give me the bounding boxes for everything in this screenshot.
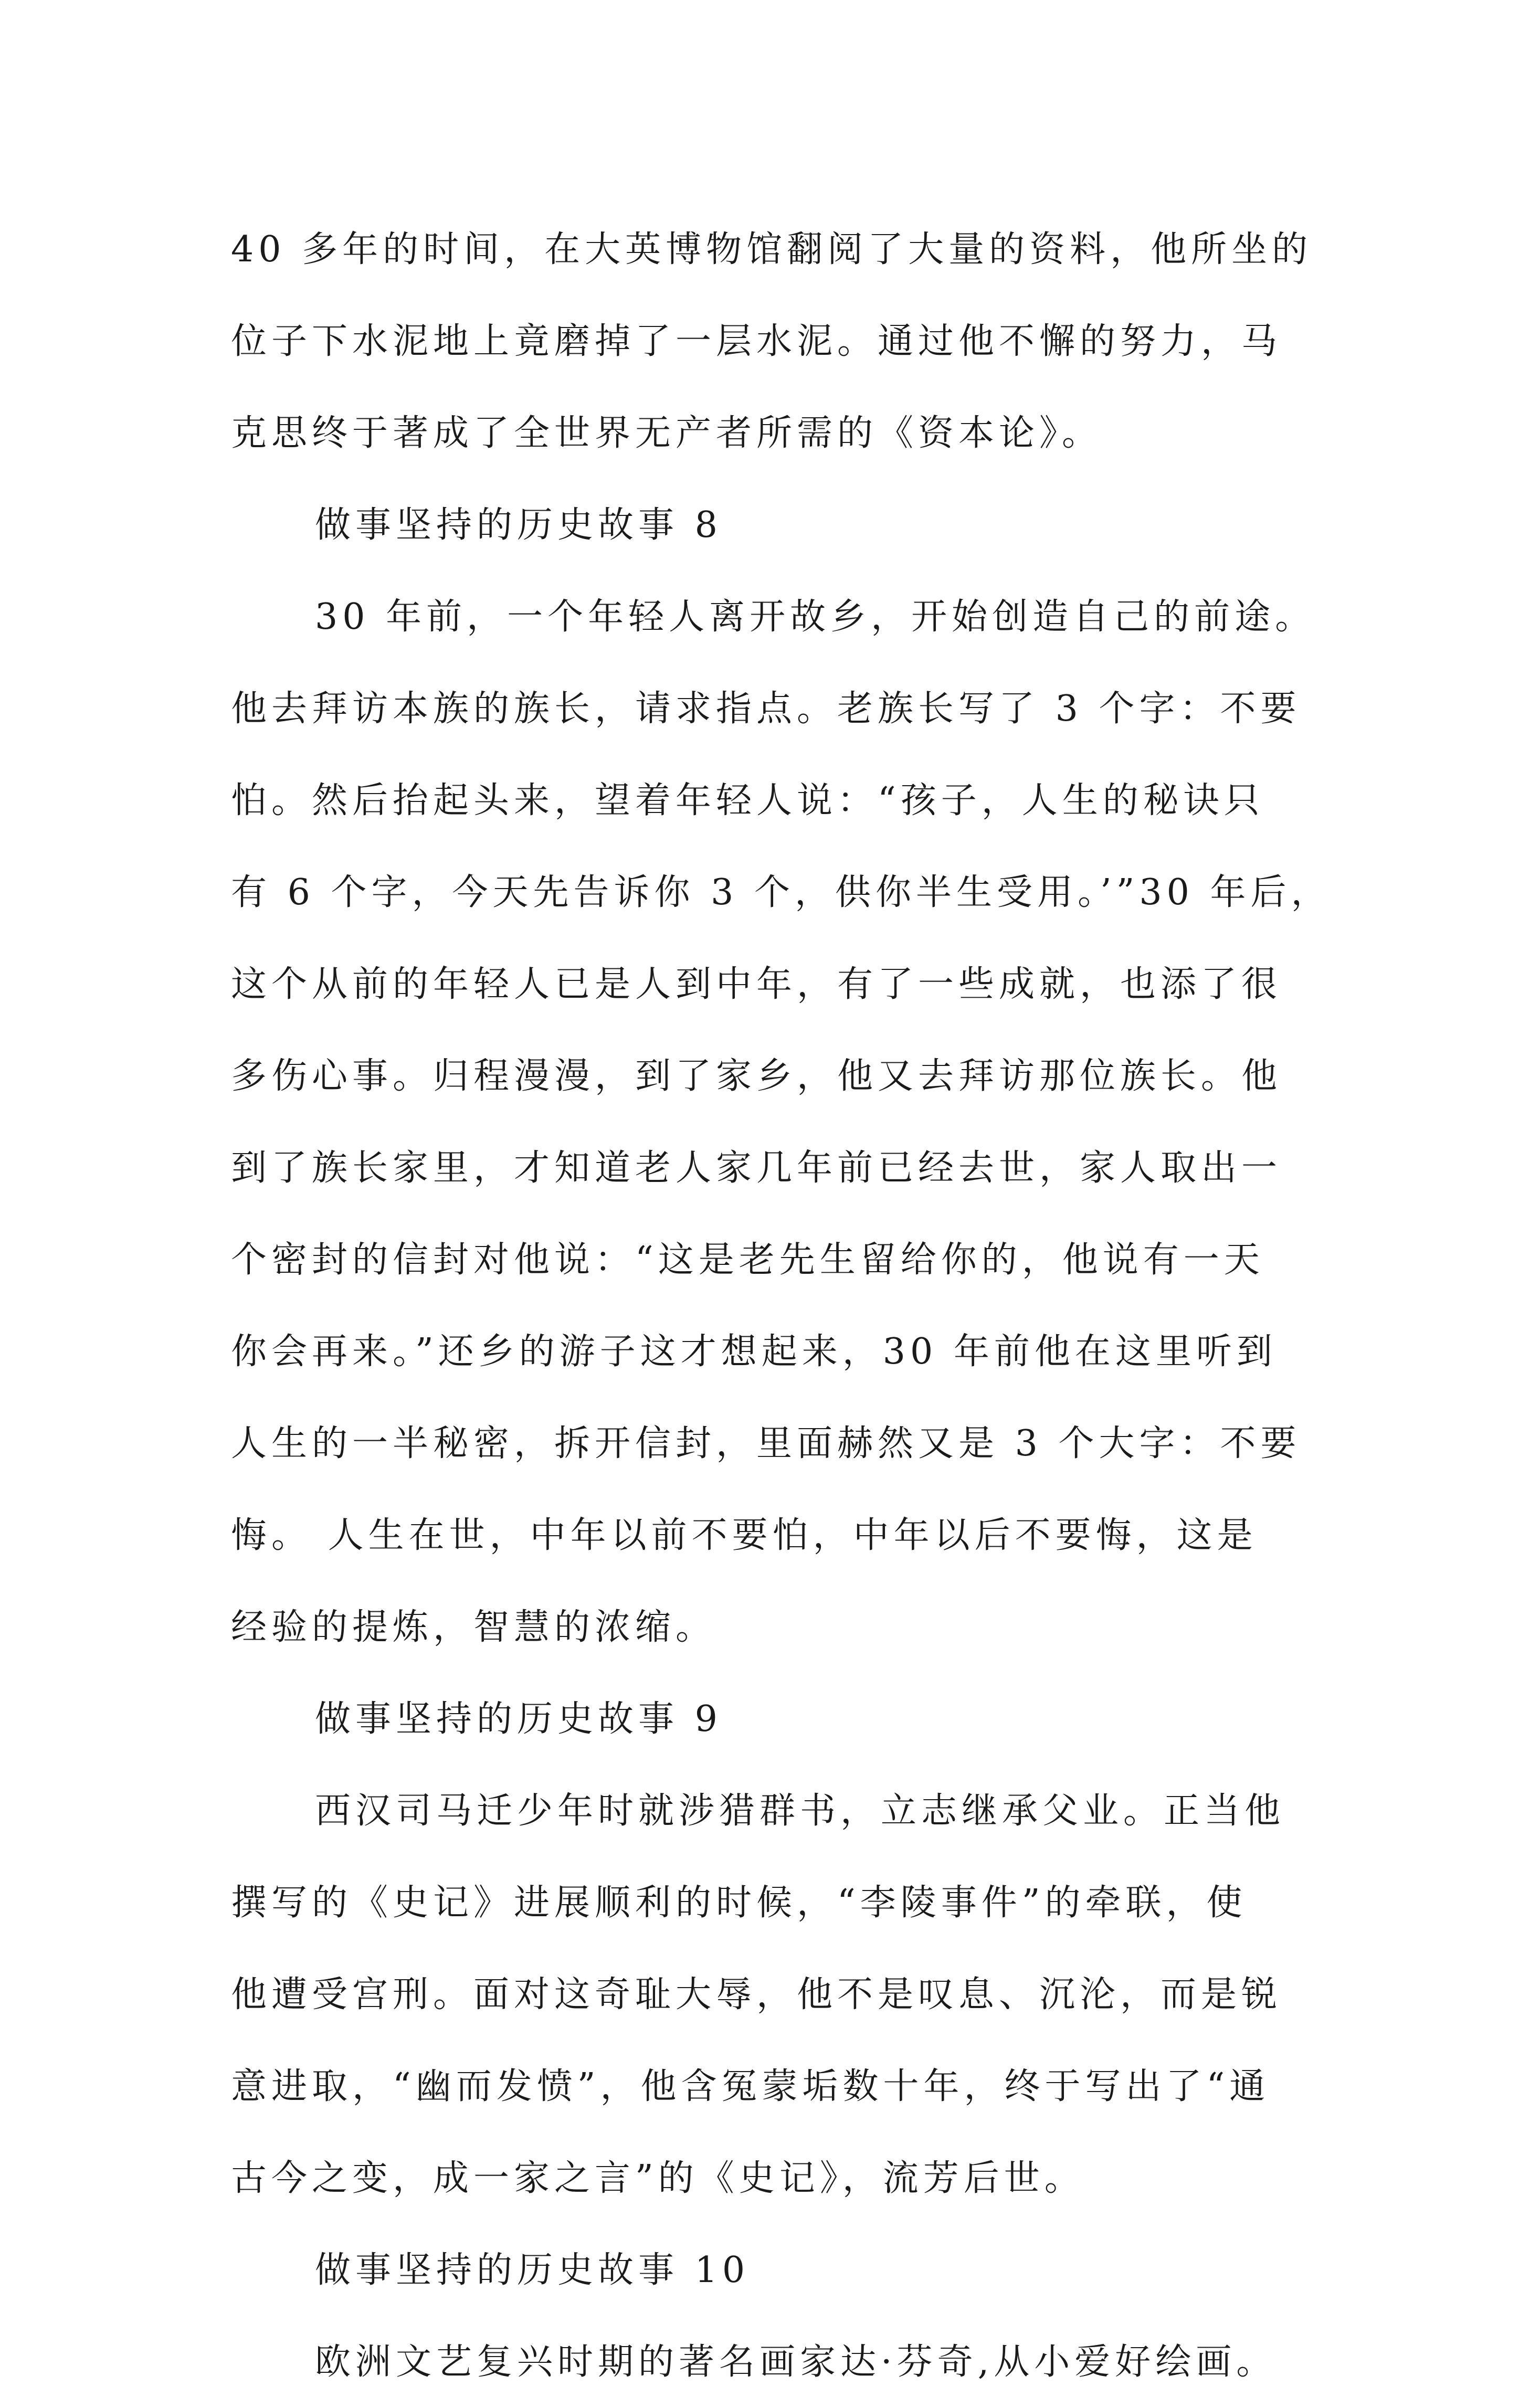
text-line: 这个从前的年轻人已是人到中年，有了一些成就，也添了很 bbox=[231, 964, 1282, 1005]
text-line: 他去拜访本族的族长，请求指点。老族长写了 3 个字：不要 bbox=[231, 688, 1301, 730]
text-line: 个密封的信封对他说：“这是老先生留给你的，他说有一天 bbox=[231, 1239, 1264, 1281]
text-line: 你会再来。”还乡的游子这才想起来，30 年前他在这里听到 bbox=[231, 1331, 1277, 1372]
text-line: 他遭受宫刑。面对这奇耻大辱，他不是叹息、沉沦，而是锐 bbox=[231, 1974, 1282, 2015]
text-line: 40 多年的时间，在大英博物馆翻阅了大量的资料，他所坐的 bbox=[231, 229, 1313, 270]
section-heading: 做事坚持的历史故事 8 bbox=[315, 504, 722, 546]
text-line: 到了族长家里，才知道老人家几年前已经去世，家人取出一 bbox=[231, 1147, 1282, 1189]
text-line: 克思终于著成了全世界无产者所需的《资本论》。 bbox=[231, 413, 1103, 454]
section-heading: 做事坚持的历史故事 9 bbox=[315, 1698, 722, 1740]
text-line: 经验的提炼，智慧的浓缩。 bbox=[231, 1607, 716, 1648]
text-line: 30 年前，一个年轻人离开故乡，开始创造自己的前途。 bbox=[315, 596, 1316, 638]
text-line: 怕。然后抬起头来，望着年轻人说：“孩子，人生的秘诀只 bbox=[231, 780, 1264, 821]
text-line: 欧洲文艺复兴时期的著名画家达·芬奇,从小爱好绘画。 bbox=[315, 2341, 1277, 2383]
body-text bbox=[231, 204, 1332, 2408]
section-heading: 做事坚持的历史故事 10 bbox=[315, 2249, 750, 2291]
text-line: 多伤心事。归程漫漫，到了家乡，他又去拜访那位族长。他 bbox=[231, 1055, 1282, 1097]
text-line: 古今之变，成一家之言”的《史记》，流芳后世。 bbox=[231, 2158, 1085, 2199]
text-line: 位子下水泥地上竟磨掉了一层水泥。通过他不懈的努力，马 bbox=[231, 321, 1282, 362]
text-line: 撰写的《史记》进展顺利的时候，“李陵事件”的牵联，使 bbox=[231, 1882, 1247, 1924]
text-line: 人生的一半秘密，拆开信封，里面赫然又是 3 个大字：不要 bbox=[231, 1423, 1301, 1464]
text-line: 意进取，“幽而发愤”，他含冤蒙垢数十年，终于写出了“通 bbox=[231, 2066, 1270, 2107]
text-line: 有 6 个字，今天先告诉你 3 个，供你半生受用。’”30 年后， bbox=[231, 872, 1332, 913]
text-line: 西汉司马迁少年时就涉猎群书，立志继承父业。正当他 bbox=[315, 1790, 1285, 1832]
text-line: 悔。 人生在世，中年以前不要怕，中年以后不要悔，这是 bbox=[231, 1515, 1258, 1556]
